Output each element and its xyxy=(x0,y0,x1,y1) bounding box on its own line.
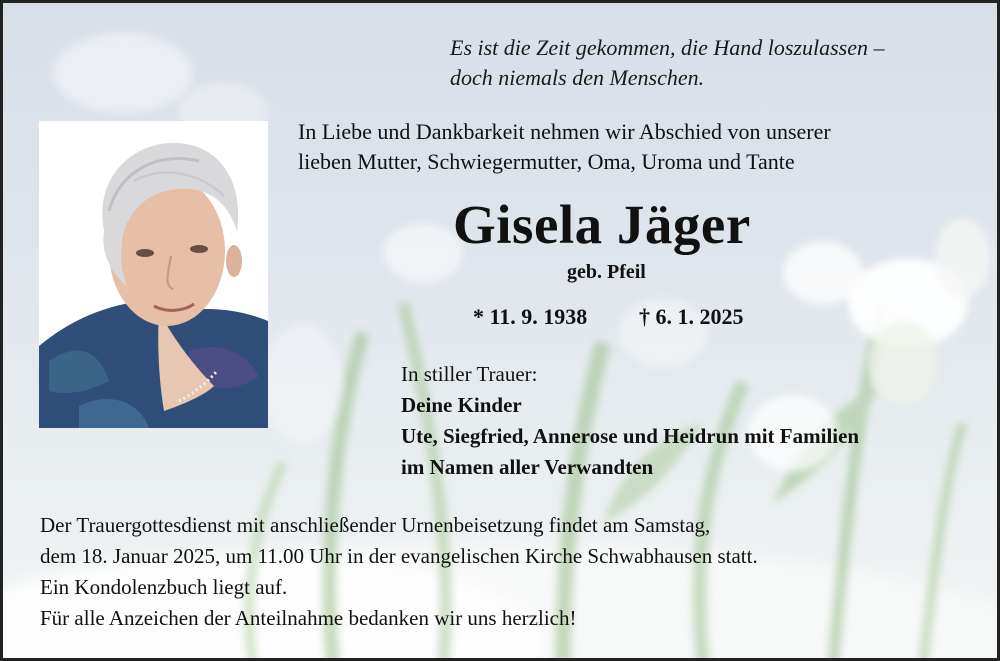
mourners-line-3: im Namen aller Verwandten xyxy=(401,455,654,479)
death-date: † 6. 1. 2025 xyxy=(639,304,744,329)
birth-date: * 11. 9. 1938 xyxy=(473,304,588,329)
mourners-line-1: Deine Kinder xyxy=(401,393,522,417)
notice-line-4: Für alle Anzeichen der Anteilnahme bedanken wir uns herzlich! xyxy=(40,606,577,630)
maiden-name: geb. Pfeil xyxy=(567,261,646,283)
intro-line-1: In Liebe und Dankbarkeit nehmen wir Abschied von unserer xyxy=(298,119,831,144)
portrait-photo xyxy=(39,121,268,428)
mourners-line-2: Ute, Siegfried, Annerose und Heidrun mit Familien xyxy=(401,424,860,448)
notice-line-3: Ein Kondolenzbuch liegt auf. xyxy=(40,575,288,599)
notice-line-2: dem 18. Januar 2025, um 11.00 Uhr in der evangelischen Kirche Schwabhausen statt. xyxy=(40,544,758,568)
intro-line-2: lieben Mutter, Schwiegermutter, Oma, Uroma und Tante xyxy=(298,149,795,174)
notice-line-1: Der Trauergottesdienst mit anschließender Urnenbeisetzung findet am Samstag, xyxy=(40,513,711,537)
motto-line-2: doch niemals den Menschen. xyxy=(450,65,705,90)
mourners-heading: In stiller Trauer: xyxy=(401,362,538,386)
motto-line-1: Es ist die Zeit gekommen, die Hand loszulassen – xyxy=(450,35,885,60)
deceased-name: Gisela Jäger xyxy=(453,194,751,255)
